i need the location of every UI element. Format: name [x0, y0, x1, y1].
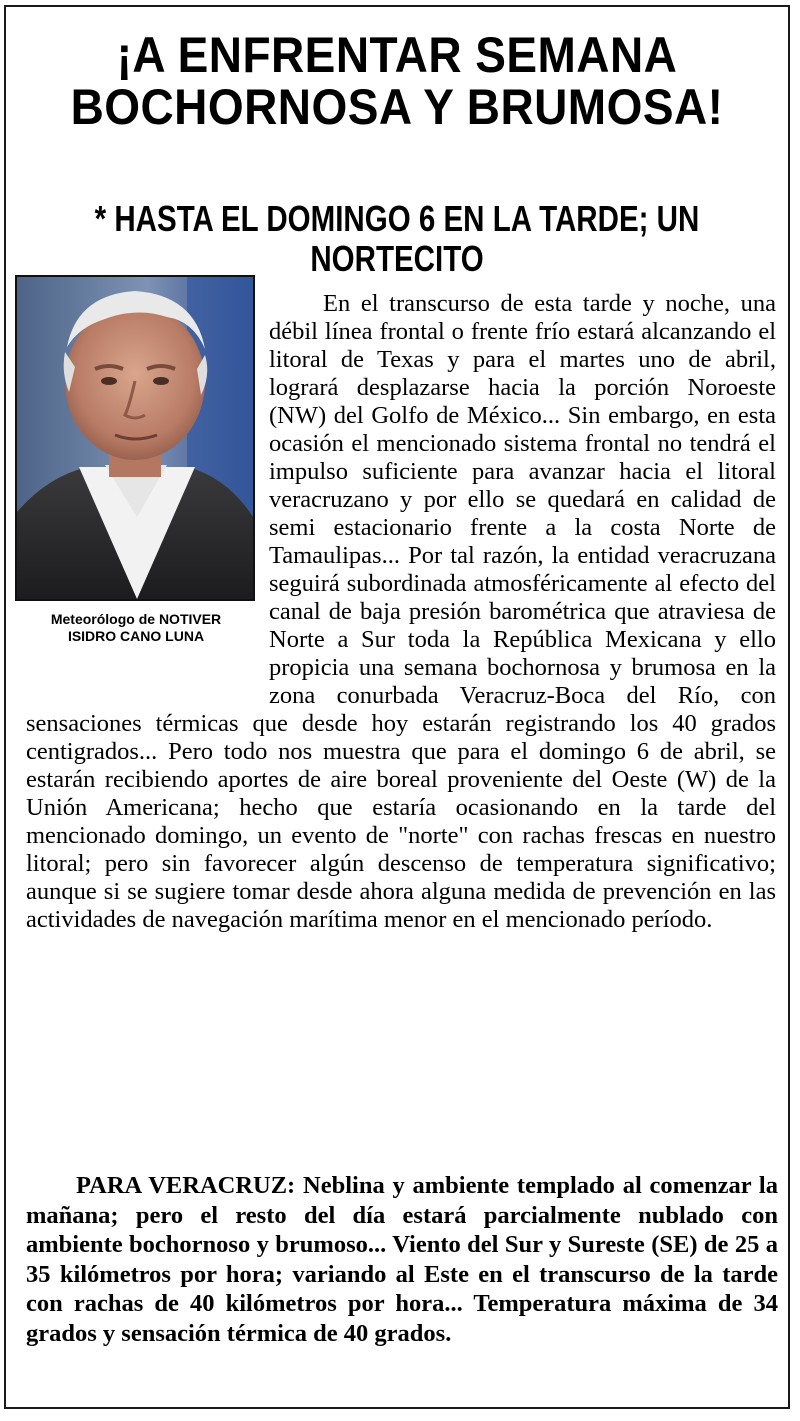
caption-line-2: ISIDRO CANO LUNA [67, 628, 205, 644]
headline-line-1: ¡A ENFRENTAR SEMANA [116, 27, 678, 83]
photo-wrap-spacer [26, 290, 269, 690]
subheadline: * HASTA EL DOMINGO 6 EN LA TARDE; UN NORTECITO [94, 198, 700, 279]
body-paragraph: En el transcurso de esta tarde y noche, una débil línea frontal o frente frío estará alcanzando el litoral de Texas y para el martes uno de abril, logrará desplazarse hacia la porción Noroeste (NW) del Golfo de México... Sin embargo, en esta ocasión el mencionado sistema frontal no tendrá el impulso suficiente para avanzar hacia el litoral veracruzano y por ello se quedará en calidad de semi estacionario frente a la costa Norte de Tamaulipas... Por tal razón, la entidad veracruzana seguirá subordinada atmosféricamente al efecto del canal de baja presión barométrica que atraviesa de Norte a Sur toda la República Mexicana y ello propicia una semana bochornosa y brumosa en la zona conurbada Veracruz-Boca del Río, con sensaciones térmicas que desde hoy estarán registrando los 40 grados centigrados... Pero todo nos muestra que para el domingo 6 de abril, se estarán recibiendo aportes de aire boreal proveniente del Oeste (W) de la Unión Americana; hecho que estaría ocasionando en la tarde del mencionado domingo, un evento de "norte" con rachas frescas en nuestro litoral; pero sin favorecer algún descenso de temperatura significativo; aunque si se sugiere tomar desde ahora alguna medida de prevención en las actividades de navegación marítima menor en el mencionado período. [26, 290, 776, 933]
article-page [4, 5, 790, 1409]
forecast-paragraph: PARA VERACRUZ: Neblina y ambiente templado al comenzar la mañana; pero el resto del día estará parcialmente nublado con ambiente bochornoso y brumoso... Viento del Sur y Sureste (SE) de 25 a 35 kilómetros por hora; variando al Este en el transcurso de la tarde con rachas de 40 kilómetros por hora... Temperatura máxima de 34 grados y sensación térmica de 40 grados. [26, 1172, 778, 1347]
caption-line-1: Meteorólogo de NOTIVER [50, 611, 222, 627]
headline-line-2: BOCHORNOSA Y BRUMOSA! [70, 79, 724, 135]
article-body [26, 290, 776, 934]
headline [37, 29, 756, 133]
